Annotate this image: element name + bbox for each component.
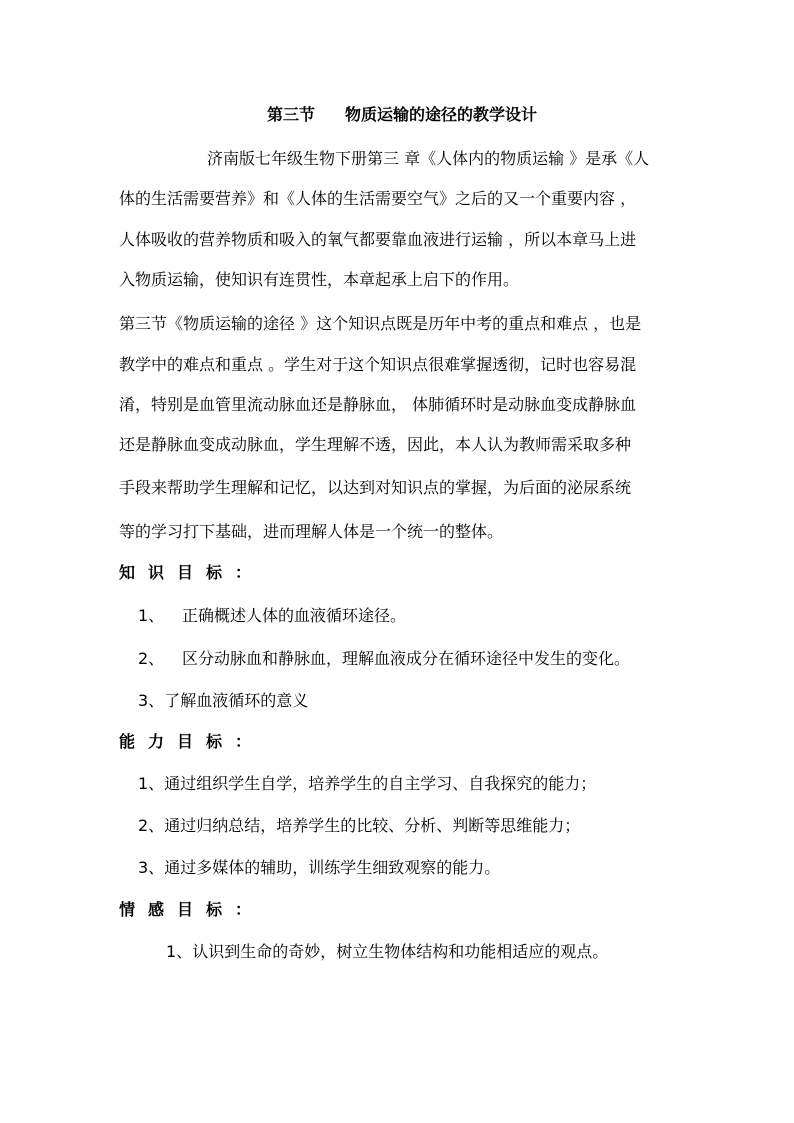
ability-heading: 能力目标： <box>119 732 265 751</box>
item-number: 1、 <box>138 774 165 793</box>
item-text: 通过归纳总结，培养学生的比较、分析、判断等思维能力； <box>164 816 581 835</box>
item-number: 2、 <box>138 816 165 835</box>
title-section: 第三节 <box>267 105 316 124</box>
item-number: 1、 <box>138 606 165 625</box>
intro-line: 人体吸收的营养物质和吸入的氧气都要靠血液进行运输 ，所以本章马上进 <box>119 230 637 249</box>
item-number: 3、 <box>138 691 165 710</box>
intro-line: 教学中的难点和重点 。学生对于这个知识点很难掌握透彻，记时也容易混 <box>119 355 637 374</box>
intro-line: 济南版七年级生物下册第三 章《人体内的物质运输 》是承《人 <box>207 149 650 168</box>
title-topic: 物质运输的途径的教学设计 <box>345 105 538 124</box>
ability-item <box>138 856 500 880</box>
intro-line: 入物质运输，使知识有连贯性，本章起承上启下的作用。 <box>119 270 520 289</box>
item-number: 2、 <box>138 649 165 668</box>
ability-item <box>138 772 596 796</box>
knowledge-item <box>138 647 630 671</box>
knowledge-heading: 知识目标： <box>119 563 265 582</box>
emotion-item <box>166 940 608 964</box>
item-text: 正确概述人体的血液循环途径。 <box>182 606 407 625</box>
knowledge-item <box>138 689 308 713</box>
knowledge-item <box>138 604 406 628</box>
item-text: 通过组织学生自学，培养学生的自主学习、自我探究的能力； <box>164 774 597 793</box>
intro-line: 淆，特别是血管里流动脉血还是静脉血， 体肺循环时是动脉血变成静脉血 <box>119 395 637 414</box>
intro-line: 还是静脉血变成动脉血，学生理解不透，因此，本人认为教师需采取多种 <box>119 435 632 454</box>
intro-line: 第三节《物质运输的途径 》这个知识点既是历年中考的重点和难点 ，也是 <box>119 314 642 333</box>
ability-item <box>138 814 580 838</box>
emotion-heading: 情感目标： <box>119 900 265 919</box>
intro-line: 体的生活需要营养》和《人体的生活需要空气》之后的又一个重要内容 ， <box>119 189 637 208</box>
intro-line: 手段来帮助学生理解和记忆，以达到对知识点的掌握，为后面的泌尿系统 <box>119 478 632 497</box>
item-text: 了解血液循环的意义 <box>164 691 309 710</box>
item-text: 认识到生命的奇妙，树立生物体结构和功能相适应的观点。 <box>192 942 609 961</box>
item-text: 通过多媒体的辅助，训练学生细致观察的能力。 <box>164 858 501 877</box>
document-title <box>267 103 537 127</box>
intro-line: 等的学习打下基础，进而理解人体是一个统一的整体。 <box>119 522 504 541</box>
item-number: 3、 <box>138 858 165 877</box>
item-number: 1、 <box>166 942 193 961</box>
item-text: 区分动脉血和静脉血，理解血液成分在循环途径中发生的变化。 <box>182 649 631 668</box>
